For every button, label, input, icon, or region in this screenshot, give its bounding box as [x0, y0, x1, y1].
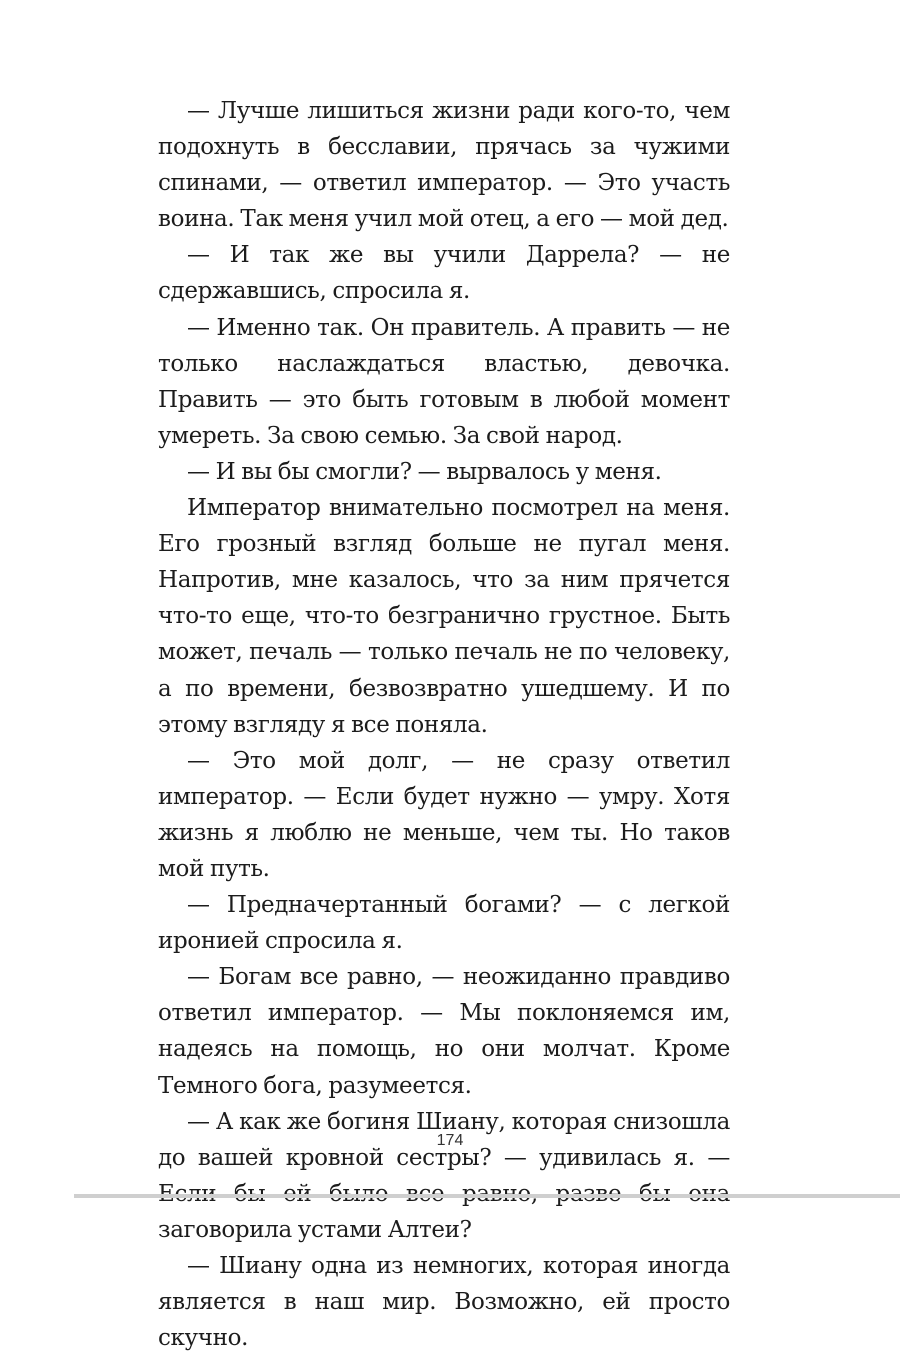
paragraph: — И вы бы смогли? — вырвалось у меня. — [187, 458, 662, 485]
bottom-divider — [74, 1194, 900, 1198]
paragraph: — Это мой долг, — не сразу ответил император. — Если будет нужно — умру. Хотя жизнь я люблю не меньше, чем ты. Но таков мой путь. — [158, 747, 730, 882]
paragraph: — Предначертанный богами? — с легкой иронией спросила я. — [158, 892, 730, 955]
body-text — [158, 93, 730, 1356]
page-number: 174 — [436, 1132, 464, 1149]
paragraph: — Лучше лишиться жизни ради кого-то, чем подохнуть в бесславии, прячась за чужими спинами, — ответил император. — Это участь воина. Так меня учил мой отец, а его — мой дед. — [158, 98, 730, 233]
paragraph: — Именно так. Он правитель. А править — не только наслаждаться властью, девочка. Править — это быть готовым в любой момент умереть. За свою семью. За свой народ. — [158, 314, 730, 449]
paragraph: — И так же вы учили Даррела? — не сдержавшись, спросила я. — [158, 242, 730, 305]
paragraph: Император внимательно посмотрел на меня. Его грозный взгляд больше не пугал меня. Напротив, мне казалось, что за ним прячется что-то еще, что-то безгранично грустное. Быть может, печаль — только печаль не по человеку, а по времени, безвозвратно ушедшему. И по этому взгляду я все поняла. — [158, 495, 730, 738]
paragraph: — Шиану одна из немногих, которая иногда является в наш мир. Возможно, ей просто скучно. — [158, 1253, 730, 1352]
paragraph: — Богам все равно, — неожиданно правдиво ответил император. — Мы поклоняемся им, надеясь на помощь, но они молчат. Кроме Темного бога, разумеется. — [158, 964, 730, 1099]
paragraph: — А как же богиня Шиану, которая снизошла до вашей кровной сестры? — удивилась я. — заговорила устами Алтеи? — [158, 1108, 730, 1243]
